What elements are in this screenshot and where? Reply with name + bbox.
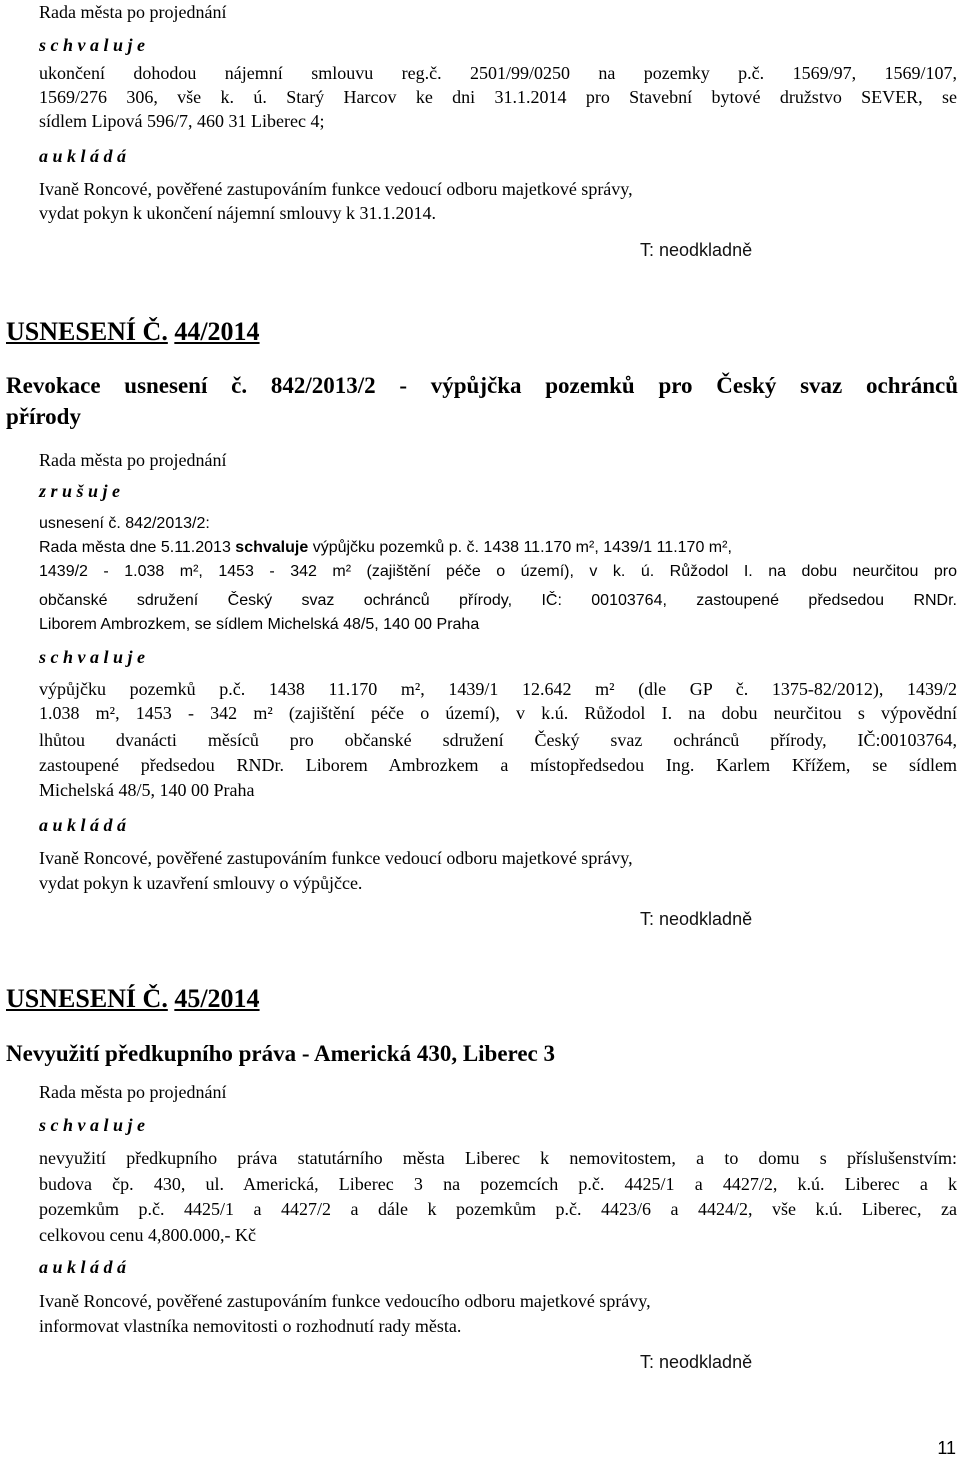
task-line: vydat pokyn k ukončení nájemní smlouvy k 31.1.2014. <box>39 203 436 223</box>
spaced-verb: z r u š u j e <box>39 481 121 501</box>
deadline: T: neodkladně <box>640 909 753 929</box>
revoked-line: 1439/2 - 1.038 m², 1453 - 342 m² (zajištění péče o území), v k. ú. Růžodol I. na dobu neurčitou pro <box>39 563 957 580</box>
resolution-heading: Revokace usnesení č. 842/2013/2 - výpůjčka pozemků pro Český svaz ochránců <box>6 373 958 398</box>
resolution-title-prefix: USNESENÍ Č. <box>6 984 168 1013</box>
body-line: lhůtou dvanácti měsíců pro občanské sdružení Český svaz ochránců přírody, IČ:00103764, <box>39 730 957 750</box>
revoked-line-date: Rada města dne 5.11.2013 <box>39 539 231 556</box>
intro-text: Rada města po projednání <box>39 2 227 22</box>
deadline: T: neodkladně <box>640 240 753 260</box>
intro-text: Rada města po projednání <box>39 450 227 470</box>
resolution-number: 44/2014 <box>174 317 260 346</box>
resolution-heading: přírody <box>6 404 81 429</box>
body-line: 1569/276 306, vše k. ú. Starý Harcov ke dni 31.1.2014 pro Stavební bytové družstvo SEVER, se <box>39 87 957 107</box>
revoked-line: Liborem Ambrozkem, se sídlem Michelská 48/5, 140 00 Praha <box>39 616 480 633</box>
deadline: T: neodkladně <box>640 1352 753 1372</box>
revoked-line-verb: schvaluje <box>235 539 309 556</box>
spaced-verb: a u k l á d á <box>39 1257 127 1277</box>
body-line: nevyužití předkupního práva statutárního města Liberec k nemovitostem, a to domu s příslušenstvím: <box>39 1148 957 1168</box>
task-line: Ivaně Roncové, pověřené zastupováním funkce vedoucí odboru majetkové správy, <box>39 179 633 199</box>
resolution-title-prefix: USNESENÍ Č. <box>6 317 168 346</box>
resolution-heading: Nevyužití předkupního práva - Americká 430, Liberec 3 <box>6 1041 556 1066</box>
spaced-verb: a u k l á d á <box>39 815 127 835</box>
revoked-line <box>39 536 732 560</box>
resolution-title <box>6 984 260 1014</box>
spaced-verb: s c h v a l u j e <box>39 35 145 55</box>
body-line: celkovou cenu 4,800.000,- Kč <box>39 1225 256 1245</box>
resolution-title <box>6 317 260 347</box>
task-line: Ivaně Roncové, pověřené zastupováním funkce vedoucího odboru majetkové správy, <box>39 1291 651 1311</box>
spaced-verb: s c h v a l u j e <box>39 1115 145 1135</box>
resolution-number: 45/2014 <box>174 984 260 1013</box>
spaced-verb: a u k l á d á <box>39 146 127 166</box>
revoked-line: občanské sdružení Český svaz ochránců přírody, IČ: 00103764, zastoupené předsedou RNDr. <box>39 592 957 609</box>
page-number: 11 <box>937 1438 956 1458</box>
body-line: budova čp. 430, ul. Americká, Liberec 3 na pozemcích p.č. 4425/1 a 4427/2, k.ú. Liberec a k <box>39 1174 957 1194</box>
body-line: výpůjčku pozemků p.č. 1438 11.170 m², 1439/1 12.642 m² (dle GP č. 1375-82/2012), 1439/2 <box>39 679 957 699</box>
spaced-verb: s c h v a l u j e <box>39 647 145 667</box>
body-line: pozemkům p.č. 4425/1 a 4427/2 a dále k pozemkům p.č. 4423/6 a 4424/2, vše k.ú. Liberec, za <box>39 1199 957 1219</box>
task-line: informovat vlastníka nemovitosti o rozhodnutí rady města. <box>39 1316 462 1336</box>
revoked-ref: usnesení č. 842/2013/2: <box>39 515 210 532</box>
intro-text: Rada města po projednání <box>39 1082 227 1102</box>
body-line: 1.038 m², 1453 - 342 m² (zajištění péče o území), v k.ú. Růžodol I. na dobu neurčitou s výpovědní <box>39 703 957 723</box>
revoked-line-rest: výpůjčku pozemků p. č. 1438 11.170 m², 1439/1 11.170 m², <box>312 539 732 556</box>
task-line: Ivaně Roncové, pověřené zastupováním funkce vedoucí odboru majetkové správy, <box>39 848 633 868</box>
body-line: sídlem Lipová 596/7, 460 31 Liberec 4; <box>39 111 325 131</box>
body-line: Michelská 48/5, 140 00 Praha <box>39 780 255 800</box>
task-line: vydat pokyn k uzavření smlouvy o výpůjčce. <box>39 873 363 893</box>
body-line: ukončení dohodou nájemní smlouvu reg.č. 2501/99/0250 na pozemky p.č. 1569/97, 1569/107, <box>39 63 957 83</box>
body-line: zastoupené předsedou RNDr. Liborem Ambrozkem a místopředsedou Ing. Karlem Křížem, se sídlem <box>39 755 957 775</box>
